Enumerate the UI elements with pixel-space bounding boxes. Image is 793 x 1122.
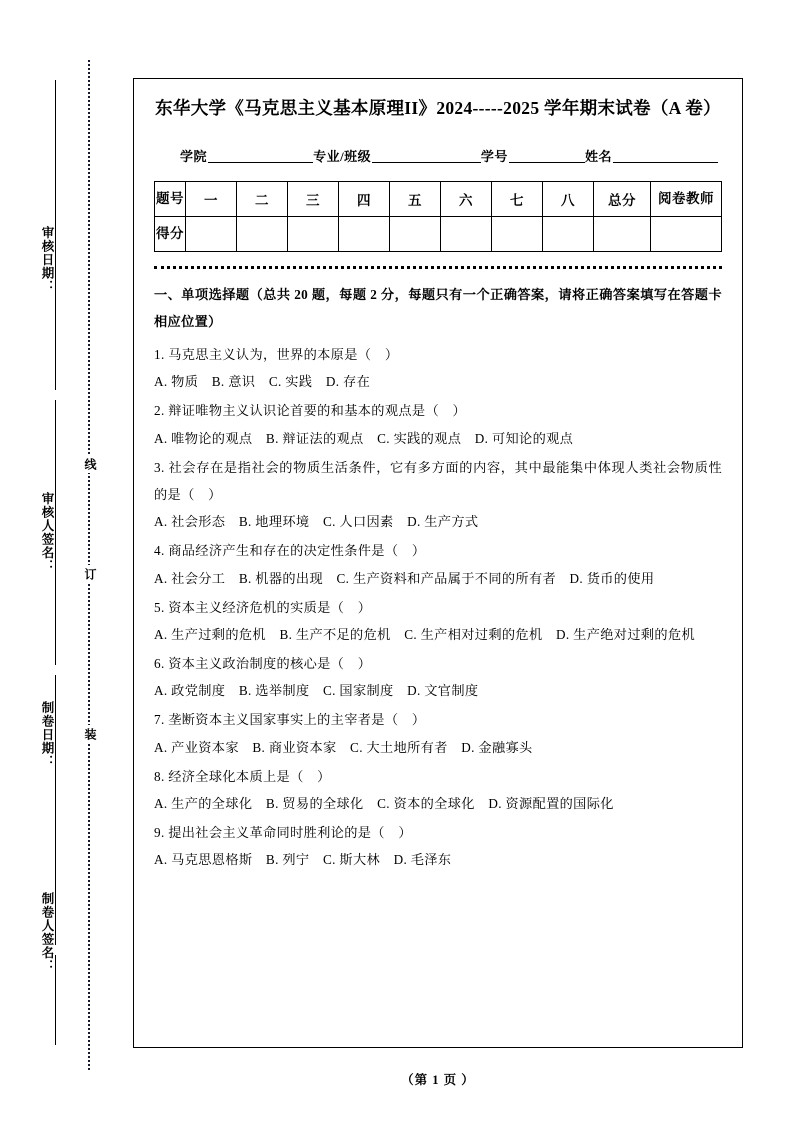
question-item-4 [154, 537, 722, 591]
question-stem: 1. 马克思主义认为，世界的本原是（ ） [154, 347, 399, 362]
margin-rule-2 [55, 400, 56, 665]
question-stem: 7. 垄断资本主义国家事实上的主宰者是（ ） [154, 712, 426, 728]
score-table-col-8: 八 [543, 181, 594, 216]
question-stem: 8. 经济全球化本质上是（ ） [154, 768, 331, 784]
score-table-col-3: 三 [288, 181, 339, 216]
info-input-college[interactable] [208, 149, 313, 163]
score-cell-8[interactable] [543, 216, 594, 251]
question-options[interactable]: A. 唯物论的观点 B. 辩证法的观点 C. 实践的观点 D. 可知论的观点 [154, 430, 574, 446]
exam-paper-frame [133, 78, 743, 1048]
question-options[interactable]: A. 社会形态 B. 地理环境 C. 人口因素 D. 生产方式 [154, 514, 479, 530]
score-table [154, 181, 722, 252]
score-table-col-teacher: 阅卷教师 [651, 181, 722, 216]
fold-mark-bind: 订 [79, 565, 99, 583]
section-divider [154, 266, 722, 269]
score-table-col-7: 七 [492, 181, 543, 216]
info-label-student-id: 学号 [480, 148, 508, 164]
info-input-name[interactable] [613, 149, 718, 163]
question-item-9 [154, 819, 722, 873]
margin-label-auditor-signature: 审核人签名： [40, 492, 54, 573]
question-item-3 [154, 454, 722, 536]
table-row-question-numbers [155, 181, 722, 216]
question-item-6 [154, 650, 722, 704]
score-cell-7[interactable] [492, 216, 543, 251]
margin-rule-1 [55, 80, 56, 390]
score-table-stub-score: 得分 [155, 216, 186, 251]
info-label-name: 姓名 [584, 148, 612, 164]
left-margin-column [20, 78, 56, 1048]
score-cell-5[interactable] [390, 216, 441, 251]
score-table-col-6: 六 [441, 181, 492, 216]
question-item-8 [154, 763, 722, 817]
question-options[interactable]: A. 生产过剩的危机 B. 生产不足的危机 C. 生产相对过剩的危机 D. 生产绝对过剩的危机 [154, 626, 696, 642]
score-cell-1[interactable] [186, 216, 237, 251]
score-table-col-total: 总分 [594, 181, 651, 216]
question-item-2 [154, 397, 722, 451]
question-stem: 4. 商品经济产生和存在的决定性条件是（ ） [154, 543, 426, 559]
question-item-1 [154, 341, 722, 395]
question-options[interactable]: A. 政党制度 B. 选举制度 C. 国家制度 D. 文官制度 [154, 683, 479, 699]
score-cell-4[interactable] [339, 216, 390, 251]
question-options[interactable]: A. 社会分工 B. 机器的出现 C. 生产资料和产品属于不同的所有者 D. 货币的使用 [154, 570, 655, 586]
page-footer: （第 1 页 ） [401, 1073, 475, 1087]
question-item-5 [154, 594, 722, 648]
margin-label-print-date: 制卷日期： [40, 701, 54, 769]
question-body [152, 281, 724, 874]
score-table-col-1: 一 [186, 181, 237, 216]
info-input-student-id[interactable] [509, 149, 585, 163]
question-stem: 2. 辩证唯物主义认识论首要的和基本的观点是（ ） [154, 403, 467, 419]
score-table-col-5: 五 [390, 181, 441, 216]
margin-rule-3 [55, 675, 56, 945]
fold-mark-assemble: 装 [79, 725, 99, 743]
info-input-major-class[interactable] [372, 149, 481, 163]
score-table-stub-question-no: 题号 [155, 181, 186, 216]
question-stem: 9. 提出社会主义革命同时胜利论的是（ ） [154, 825, 412, 841]
info-label-major-class: 专业/班级 [313, 148, 372, 164]
section-heading: 一、单项选择题（总共 20 题，每题 2 分，每题只有一个正确答案，请将正确答案填写在答题卡相应位置） [154, 286, 722, 329]
student-info-line [152, 146, 724, 165]
margin-label-printer-signature: 制卷人签名： [40, 892, 54, 973]
question-options[interactable]: A. 马克思恩格斯 B. 列宁 C. 斯大林 D. 毛泽东 [154, 852, 452, 868]
question-options[interactable]: A. 物质 B. 意识 C. 实践 D. 存在 [154, 374, 371, 390]
page-title: 东华大学《马克思主义基本原理II》2024-----2025 学年期末试卷（A 卷） [155, 98, 721, 118]
question-stem: 5. 资本主义经济危机的实质是（ ） [154, 599, 372, 615]
question-item-7 [154, 706, 722, 760]
table-row-scores [155, 216, 722, 251]
question-stem: 3. 社会存在是指社会的物质生活条件，它有多方面的内容，其中最能集中体现人类社会物质性的是（ ） [154, 459, 722, 502]
margin-label-audit-date: 审核日期： [40, 226, 54, 294]
score-cell-2[interactable] [237, 216, 288, 251]
score-cell-3[interactable] [288, 216, 339, 251]
question-options[interactable]: A. 生产的全球化 B. 贸易的全球化 C. 资本的全球化 D. 资源配置的国际化 [154, 796, 614, 811]
info-label-college: 学院 [180, 148, 208, 164]
fold-mark-line: 线 [79, 455, 99, 473]
score-cell-total[interactable] [594, 216, 651, 251]
margin-rule-4 [55, 955, 56, 1045]
score-cell-6[interactable] [441, 216, 492, 251]
question-options[interactable]: A. 产业资本家 B. 商业资本家 C. 大土地所有者 D. 金融寡头 [154, 739, 533, 755]
score-table-col-4: 四 [339, 181, 390, 216]
question-stem: 6. 资本主义政治制度的核心是（ ） [154, 656, 372, 672]
score-cell-teacher[interactable] [651, 216, 722, 251]
score-table-col-2: 二 [237, 181, 288, 216]
